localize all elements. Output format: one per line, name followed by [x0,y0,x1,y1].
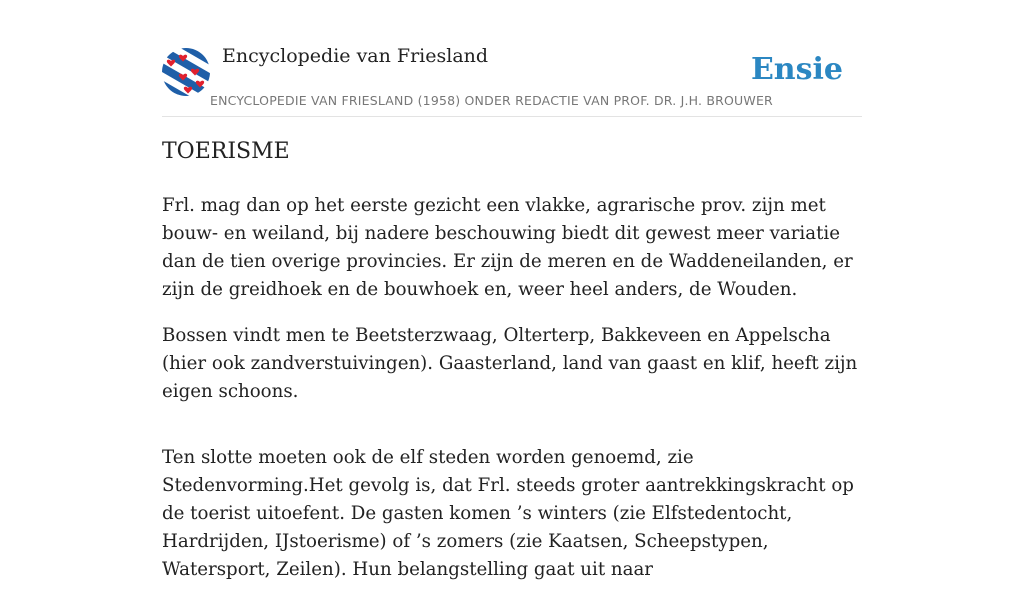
site-subtitle: ENCYCLOPEDIE VAN FRIESLAND (1958) ONDER REDACTIE VAN PROF. DR. J.H. BROUWER [210,93,773,108]
site-title[interactable]: Encyclopedie van Friesland [222,45,489,67]
article-title: TOERISME [162,139,290,164]
article-paragraph: Frl. mag dan op het eerste gezicht een vlakke, agrarische prov. zijn met bouw- en weiland, bij nadere beschouwing biedt dit gewest meer variatie dan de tien overige provincies. Er zijn de meren en de Waddeneilanden, er zijn de greidhoek en de bouwhoek en, weer heel anders, de Wouden. [162,195,853,300]
brand-logo[interactable]: Ensie [750,52,843,87]
site-header [162,0,862,117]
paragraph-spacer [162,424,864,444]
frisian-flag-icon[interactable] [162,48,210,96]
article-body [162,192,864,602]
article-paragraph: Ten slotte moeten ook de elf steden worden genoemd, zie Stedenvorming.Het gevolg is, dat Frl. steeds groter aantrekkingskracht op de toerist uitoefent. De gasten komen ’s winters (zie Elfstedentocht, Hardrijden, IJstoerisme) of ’s zomers (zie Kaatsen, Scheepstypen, Watersport, Zeilen). Hun belangstelling gaat uit naar [162,447,854,580]
article-paragraph: Bossen vindt men te Beetsterzwaag, Olterterp, Bakkeveen en Appelscha (hier ook zandverstuivingen). Gaasterland, land van gaast en klif, heeft zijn eigen schoons. [162,325,858,402]
content-container [162,0,862,580]
